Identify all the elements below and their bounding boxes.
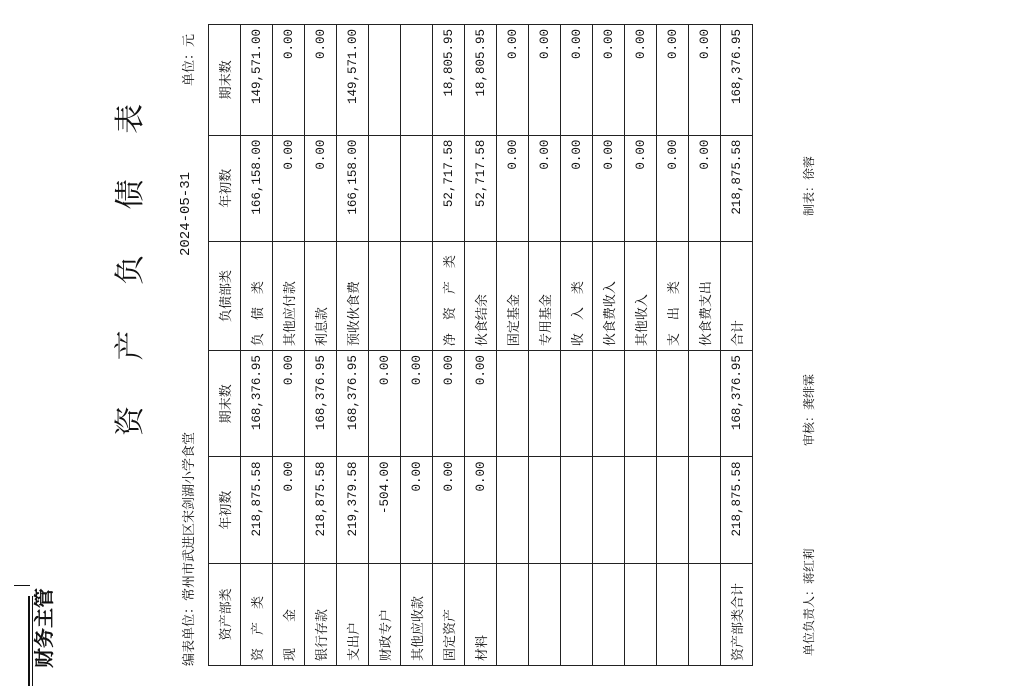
asset-name-cell: 支出户 <box>337 563 369 665</box>
header-asset-begin: 年初数 <box>209 457 241 563</box>
asset-end-cell: 0.00 <box>273 351 305 457</box>
asset-end-cell <box>657 351 689 457</box>
liability-begin-cell: 52,717.58 <box>465 135 497 241</box>
liability-begin-cell: 0.00 <box>689 135 721 241</box>
org-label: 编表单位：常州市武进区宋剑湖小学食堂 <box>182 431 197 666</box>
asset-name-cell <box>657 563 689 665</box>
asset-name-cell: 现 金 <box>273 563 305 665</box>
liability-end-cell: 149,571.00 <box>337 25 369 136</box>
liability-begin-cell: 0.00 <box>593 135 625 241</box>
liability-name-cell <box>401 241 433 350</box>
asset-end-cell <box>689 351 721 457</box>
liability-end-cell: 0.00 <box>657 25 689 136</box>
liability-begin-cell <box>401 135 433 241</box>
asset-end-cell: 168,376.95 <box>241 351 273 457</box>
asset-end-cell: 0.00 <box>433 351 465 457</box>
liability-end-cell: 168,376.95 <box>721 25 753 136</box>
liability-begin-cell: 0.00 <box>273 135 305 241</box>
liability-end-cell: 149,571.00 <box>241 25 273 136</box>
asset-name-cell: 财政专户 <box>369 563 401 665</box>
asset-begin-cell: 218,875.58 <box>241 457 273 563</box>
binding-tick <box>14 585 30 586</box>
asset-end-cell <box>625 351 657 457</box>
asset-name-cell: 其他应收款 <box>401 563 433 665</box>
liability-end-cell: 0.00 <box>625 25 657 136</box>
table-row <box>721 25 753 666</box>
asset-begin-cell <box>497 457 529 563</box>
liability-name-cell: 合计 <box>721 241 753 350</box>
asset-name-cell <box>561 563 593 665</box>
header-liability-begin: 年初数 <box>209 135 241 241</box>
liability-end-cell <box>401 25 433 136</box>
reviewer-signature: 审核：龚绯霖 <box>802 373 816 446</box>
liability-end-cell: 0.00 <box>689 25 721 136</box>
asset-end-cell <box>593 351 625 457</box>
asset-begin-cell <box>625 457 657 563</box>
asset-name-cell <box>689 563 721 665</box>
table-row <box>369 25 401 666</box>
asset-begin-cell <box>689 457 721 563</box>
principal-signature: 单位负责人：蒋红莉 <box>802 547 816 656</box>
table-row <box>465 25 497 666</box>
table-row <box>337 25 369 666</box>
table-row <box>657 25 689 666</box>
asset-name-cell <box>529 563 561 665</box>
balance-table <box>208 24 753 666</box>
finance-supervisor-note: 财务主管 <box>32 588 56 668</box>
asset-begin-cell <box>593 457 625 563</box>
asset-end-cell: 0.00 <box>401 351 433 457</box>
report-date: 2024-05-31 <box>178 171 194 256</box>
liability-name-cell: 收 入 类 <box>561 241 593 350</box>
liability-begin-cell: 166,158.00 <box>337 135 369 241</box>
asset-end-cell <box>529 351 561 457</box>
asset-begin-cell <box>561 457 593 563</box>
asset-begin-cell: 0.00 <box>433 457 465 563</box>
table-row <box>497 25 529 666</box>
liability-end-cell: 0.00 <box>593 25 625 136</box>
header-asset-end: 期末数 <box>209 351 241 457</box>
page-title: 资 产 负 债 表 <box>113 85 148 436</box>
asset-name-cell: 材料 <box>465 563 497 665</box>
liability-name-cell: 其他收入 <box>625 241 657 350</box>
liability-name-cell: 固定基金 <box>497 241 529 350</box>
liability-name-cell: 预收伙食费 <box>337 241 369 350</box>
liability-name-cell: 净 资 产 类 <box>433 241 465 350</box>
asset-name-cell <box>497 563 529 665</box>
asset-begin-cell <box>657 457 689 563</box>
table-row <box>593 25 625 666</box>
table-row <box>273 25 305 666</box>
asset-name-cell: 固定资产 <box>433 563 465 665</box>
liability-end-cell: 0.00 <box>273 25 305 136</box>
liability-begin-cell: 0.00 <box>305 135 337 241</box>
asset-end-cell: 168,376.95 <box>337 351 369 457</box>
liability-name-cell: 专用基金 <box>529 241 561 350</box>
table-row <box>561 25 593 666</box>
liability-begin-cell: 0.00 <box>497 135 529 241</box>
liability-name-cell: 伙食结余 <box>465 241 497 350</box>
asset-begin-cell: 0.00 <box>401 457 433 563</box>
liability-end-cell <box>369 25 401 136</box>
asset-name-cell: 银行存款 <box>305 563 337 665</box>
liability-begin-cell: 218,875.58 <box>721 135 753 241</box>
asset-name-cell: 资产部类合计 <box>721 563 753 665</box>
currency-unit: 单位：元 <box>182 33 197 86</box>
table-row <box>433 25 465 666</box>
table-row <box>401 25 433 666</box>
liability-name-cell: 伙食费收入 <box>593 241 625 350</box>
table-row <box>305 25 337 666</box>
liability-begin-cell: 0.00 <box>625 135 657 241</box>
liability-name-cell: 其他应付款 <box>273 241 305 350</box>
liability-end-cell: 0.00 <box>529 25 561 136</box>
preparer-signature: 制表：徐蓉 <box>802 155 816 216</box>
liability-begin-cell: 52,717.58 <box>433 135 465 241</box>
header-liability-end: 期末数 <box>209 25 241 136</box>
liability-name-cell: 负 债 类 <box>241 241 273 350</box>
asset-name-cell <box>593 563 625 665</box>
liability-name-cell: 支 出 类 <box>657 241 689 350</box>
asset-end-cell: 168,376.95 <box>721 351 753 457</box>
asset-begin-cell: 218,875.58 <box>721 457 753 563</box>
asset-end-cell <box>497 351 529 457</box>
asset-begin-cell: 219,379.58 <box>337 457 369 563</box>
asset-end-cell: 168,376.95 <box>305 351 337 457</box>
asset-end-cell: 0.00 <box>369 351 401 457</box>
liability-name-cell: 利息款 <box>305 241 337 350</box>
liability-end-cell: 18,805.95 <box>465 25 497 136</box>
asset-begin-cell: 0.00 <box>273 457 305 563</box>
header-row <box>209 25 241 666</box>
asset-end-cell <box>561 351 593 457</box>
asset-name-cell <box>625 563 657 665</box>
table-row <box>689 25 721 666</box>
header-asset-category: 资产部类 <box>209 563 241 665</box>
liability-begin-cell: 166,158.00 <box>241 135 273 241</box>
asset-begin-cell: 218,875.58 <box>305 457 337 563</box>
liability-begin-cell: 0.00 <box>529 135 561 241</box>
asset-begin-cell <box>529 457 561 563</box>
liability-end-cell: 0.00 <box>497 25 529 136</box>
liability-end-cell: 18,805.95 <box>433 25 465 136</box>
table-row <box>625 25 657 666</box>
table-row <box>241 25 273 666</box>
asset-begin-cell: -504.00 <box>369 457 401 563</box>
liability-name-cell <box>369 241 401 350</box>
asset-name-cell: 资 产 类 <box>241 563 273 665</box>
liability-name-cell: 伙食费支出 <box>689 241 721 350</box>
liability-end-cell: 0.00 <box>305 25 337 136</box>
asset-end-cell: 0.00 <box>465 351 497 457</box>
asset-begin-cell: 0.00 <box>465 457 497 563</box>
liability-begin-cell <box>369 135 401 241</box>
liability-begin-cell: 0.00 <box>561 135 593 241</box>
liability-end-cell: 0.00 <box>561 25 593 136</box>
header-liability-category: 负债部类 <box>209 241 241 350</box>
table-row <box>529 25 561 666</box>
liability-begin-cell: 0.00 <box>657 135 689 241</box>
